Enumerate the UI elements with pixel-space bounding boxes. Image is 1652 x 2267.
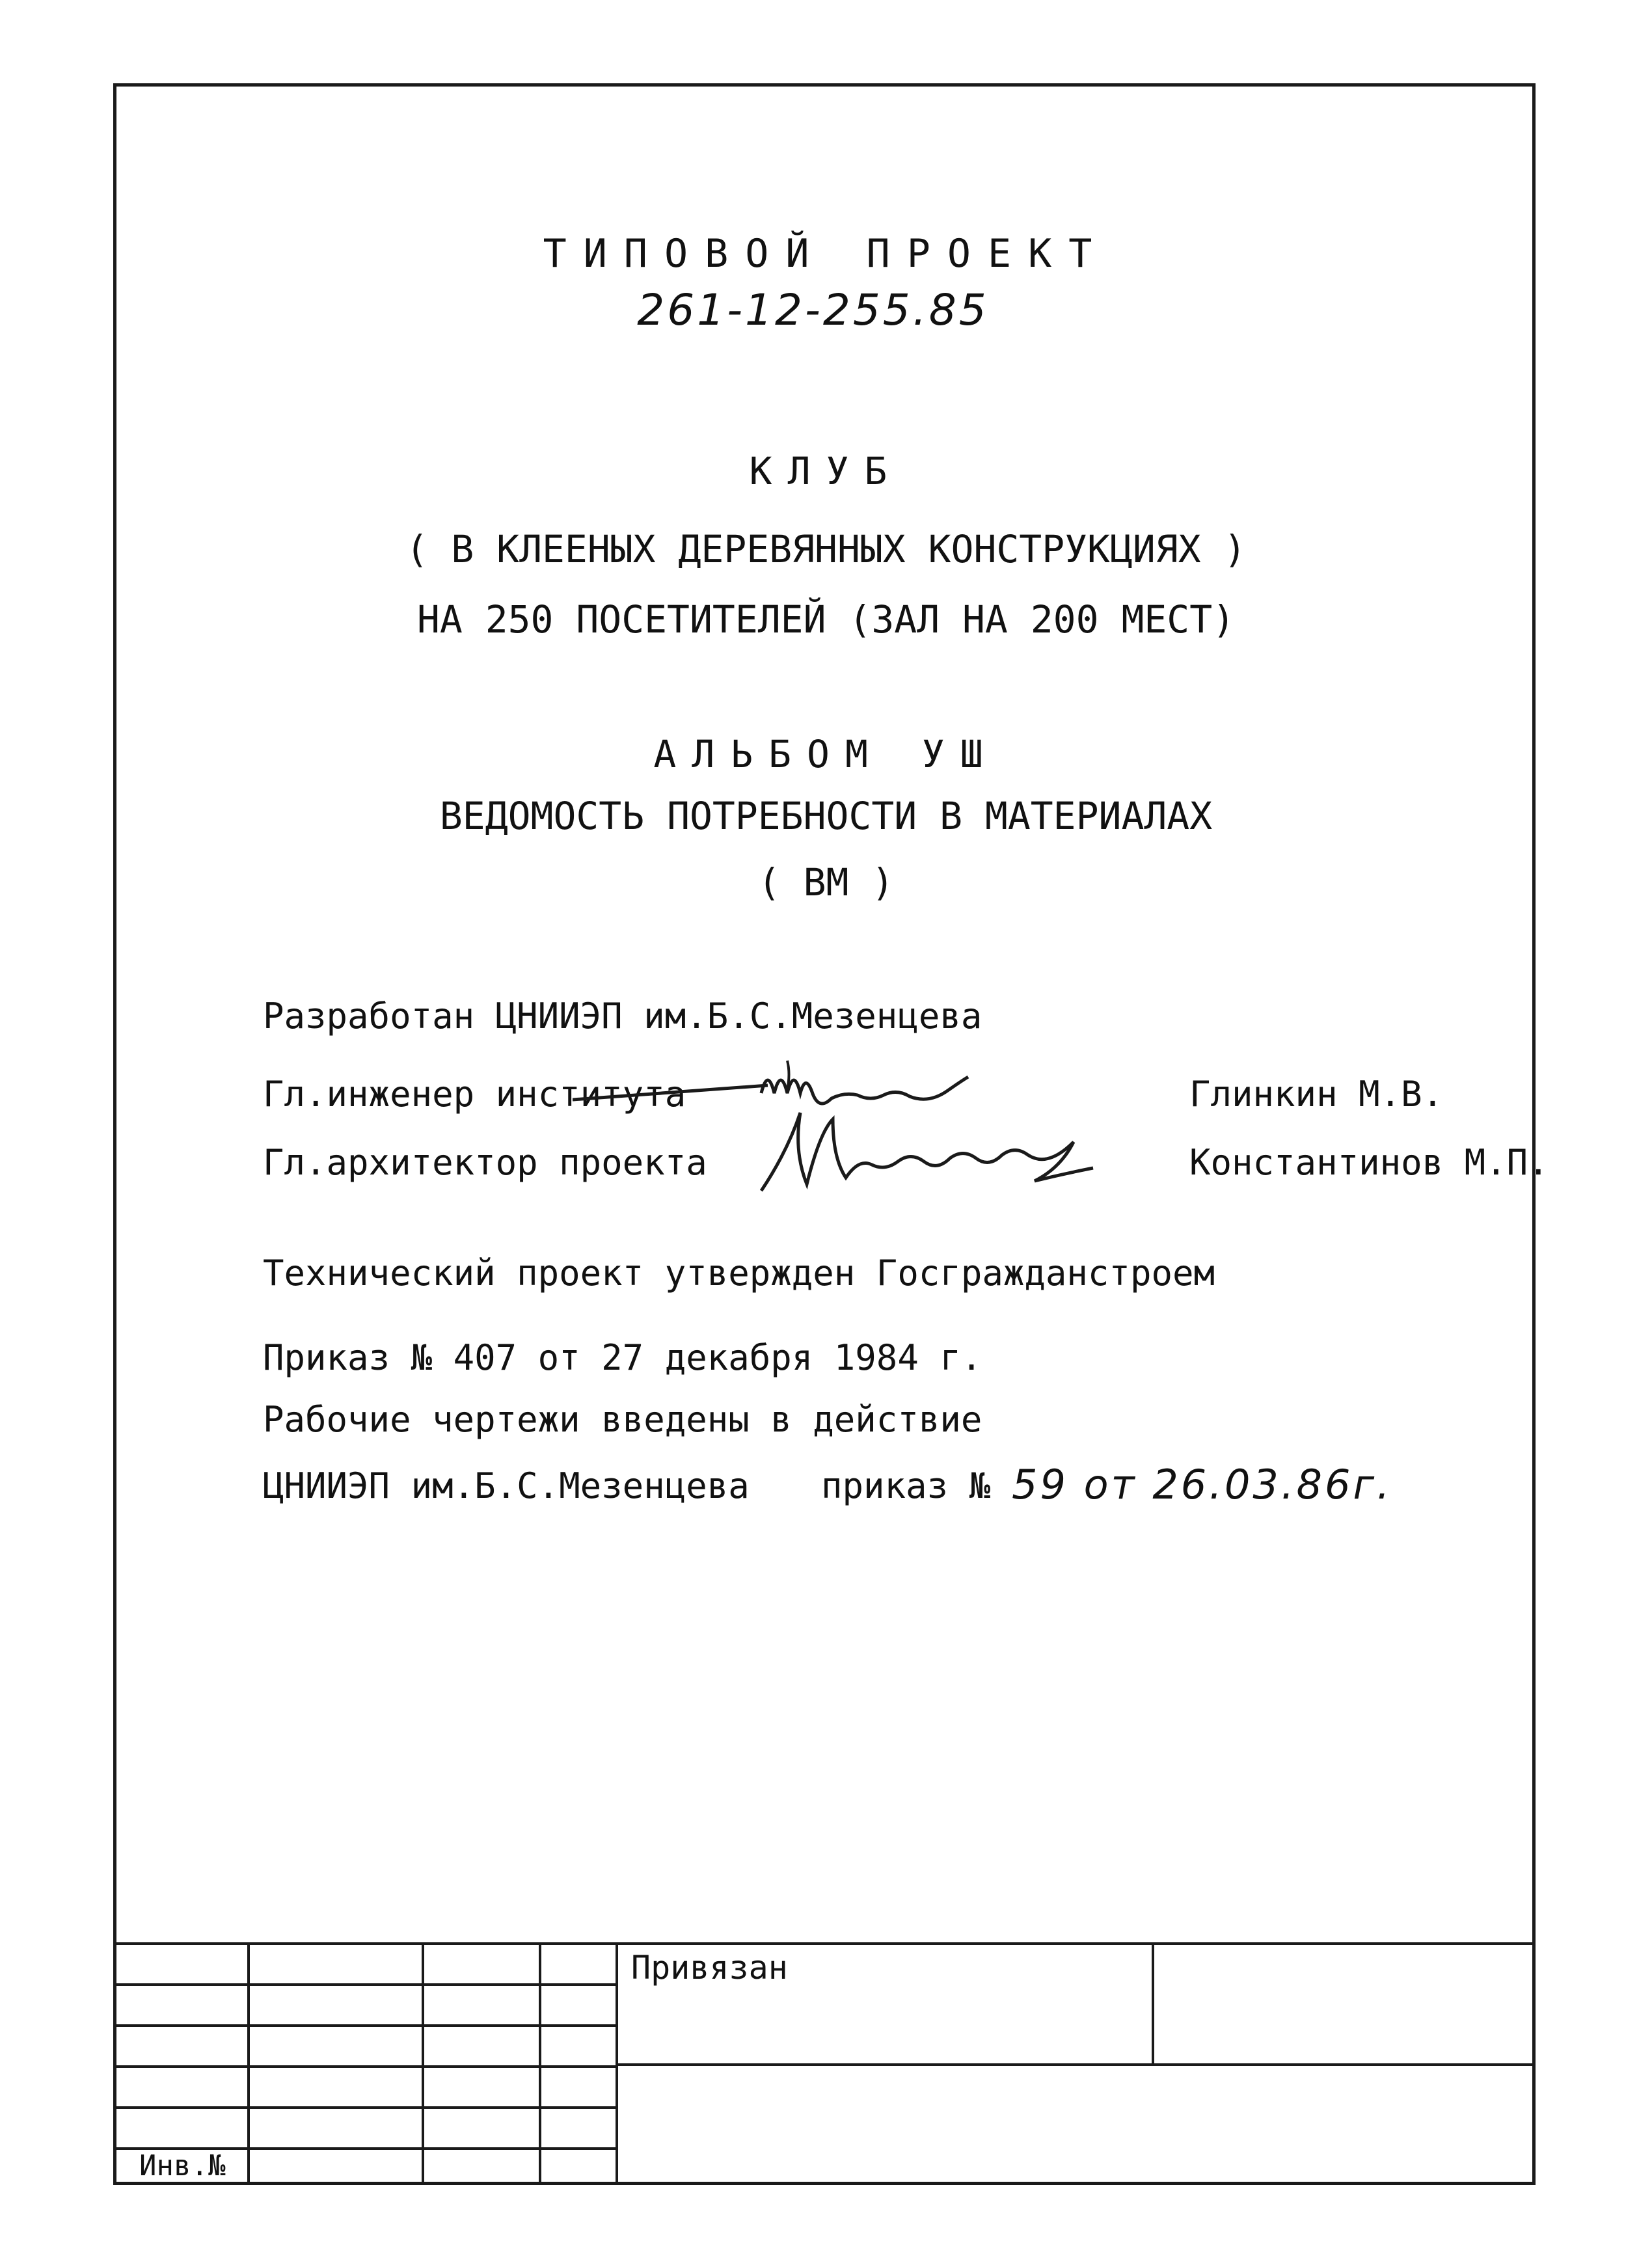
object-name: КЛУБ (749, 449, 903, 493)
chief-architect-signature (755, 1100, 1119, 1204)
document-title: ТИПОВОЙ ПРОЕКТ (543, 231, 1109, 277)
project-number: 261-12-255.85 (637, 285, 989, 335)
inventory-label: Инв.№ (139, 2149, 226, 2182)
album-code: ( ВМ ) (757, 860, 895, 904)
bound-label: Привязан (631, 1949, 788, 1987)
album-description: ВЕДОМОСТЬ ПОТРЕБНОСТИ В МАТЕРИАЛАХ (439, 794, 1213, 838)
approval-order-handwritten: 59 от 26.03.86г. (1012, 1461, 1392, 1508)
chief-architect-name: Константинов М.П. (1189, 1142, 1549, 1183)
object-capacity: НА 250 ПОСЕТИТЕЛЕЙ (ЗАЛ НА 200 МЕСТ) (416, 597, 1236, 642)
developed-by: Разработан ЦНИИЭП им.Б.С.Мезенцева (263, 996, 982, 1037)
approval-line-2: Приказ № 407 от 27 декабря 1984 г. (263, 1337, 982, 1378)
chief-engineer-name: Глинкин М.В. (1189, 1074, 1444, 1115)
chief-architect-role: Гл.архитектор проекта (263, 1142, 707, 1183)
approval-line-1: Технический проект утвержден Госгражданстроем (263, 1253, 1215, 1294)
chief-engineer-role: Гл.инженер института (263, 1074, 686, 1115)
title-block (113, 1942, 1536, 2185)
approval-line-3: Рабочие чертежи введены в действие (263, 1399, 982, 1440)
approval-order-prefix: приказ № (821, 1465, 991, 1506)
album-title: АЛЬБОМ УШ (653, 732, 999, 776)
approval-org: ЦНИИЭП им.Б.С.Мезенцева (263, 1465, 750, 1506)
object-subtitle: ( В КЛЕЕНЫХ ДЕРЕВЯННЫХ КОНСТРУКЦИЯХ ) (405, 527, 1247, 571)
